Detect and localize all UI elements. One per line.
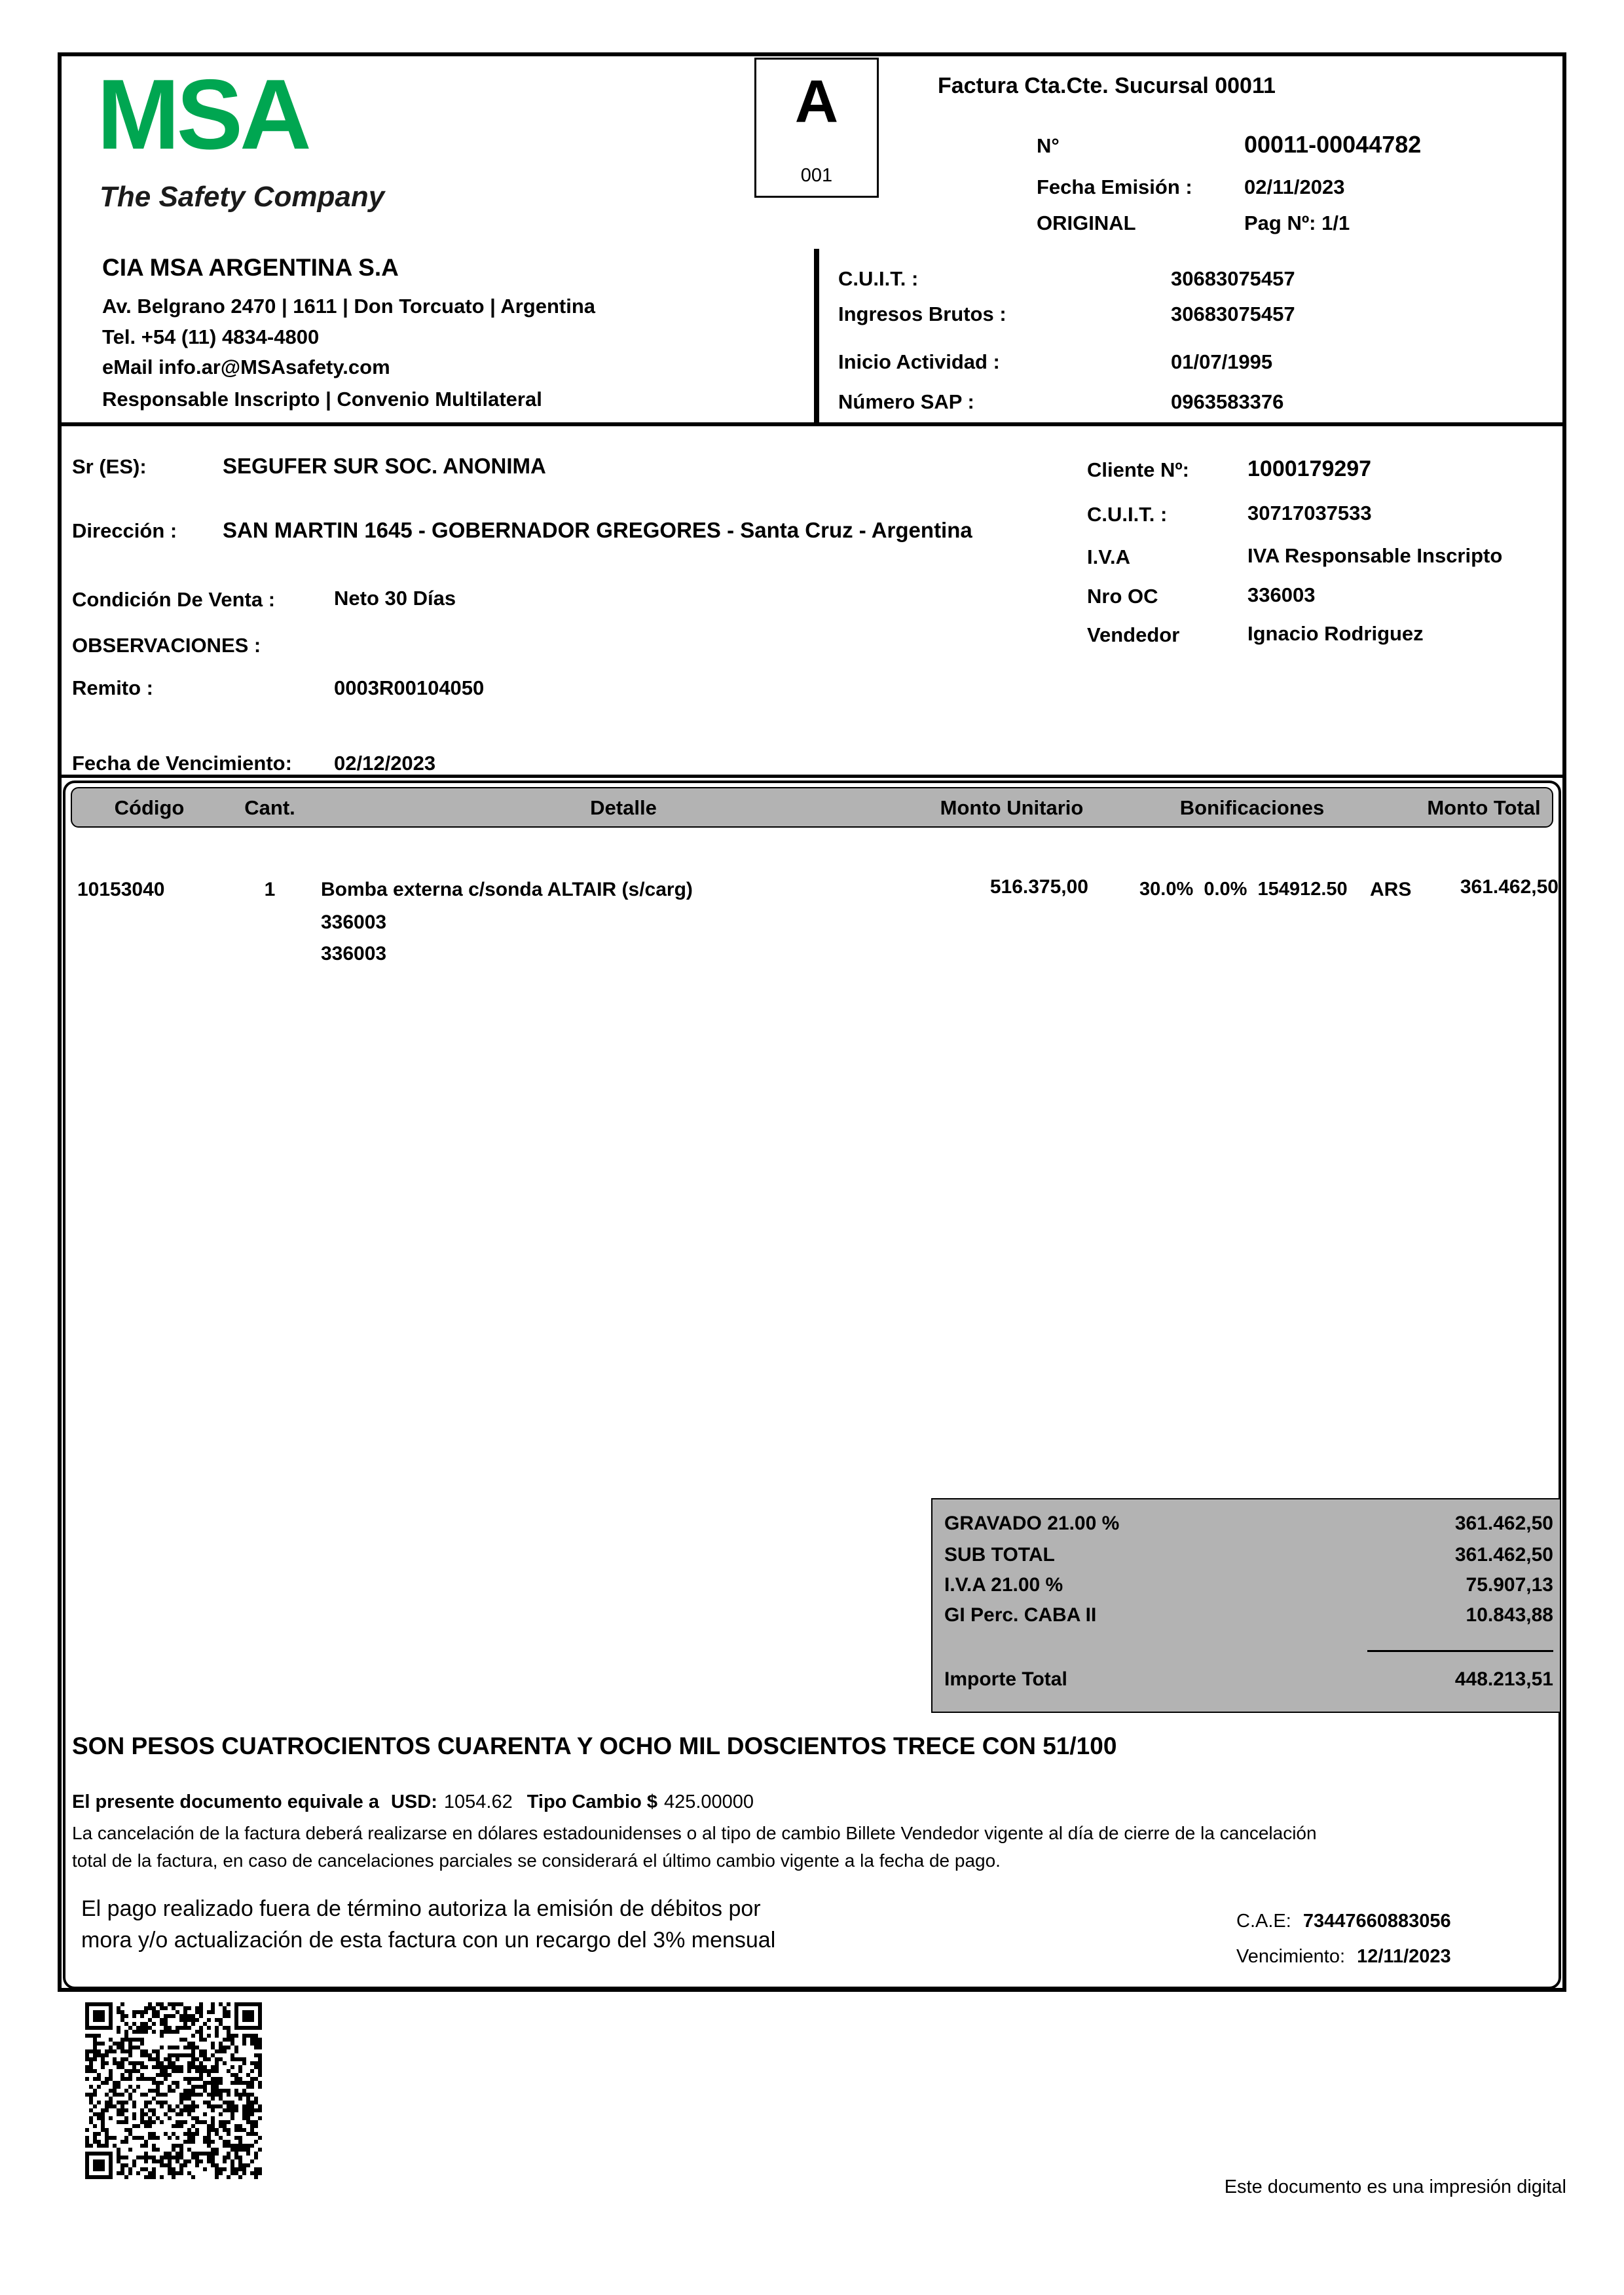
total-row-gravado-value: 361.462,50	[1454, 1513, 1553, 1534]
col-header-monto-unitario: Monto Unitario	[940, 796, 1084, 819]
total-row-iva-label: I.V.A 21.00 %	[944, 1574, 1063, 1596]
total-row-subtotal-value: 361.462,50	[1454, 1544, 1553, 1566]
observaciones-label: OBSERVACIONES :	[72, 634, 261, 657]
remito-value: 0003R00104050	[334, 676, 485, 699]
late-payment-line2: mora y/o actualización de esta factura con un recargo del 3% mensual	[81, 1928, 776, 1953]
fecha-vencimiento-value: 02/12/2023	[334, 752, 436, 775]
condicion-venta-label: Condición De Venta :	[72, 588, 276, 611]
original-label: ORIGINAL	[1037, 211, 1136, 234]
vendedor-label: Vendedor	[1087, 623, 1180, 646]
numero-sap-value: 0963583376	[1171, 390, 1284, 413]
amount-in-words: SON PESOS CUATROCIENTOS CUARENTA Y OCHO MIL DOSCIENTOS TRECE CON 51/100	[72, 1733, 1117, 1759]
qr-code	[85, 2002, 262, 2179]
invoice-letter-code: 001	[800, 165, 833, 186]
nro-oc-value: 336003	[1247, 583, 1316, 606]
cae-line	[1236, 1911, 1451, 1932]
total-row-gravado-label: GRAVADO 21.00 %	[944, 1513, 1120, 1534]
nro-oc-label: Nro OC	[1087, 585, 1158, 608]
sr-label: Sr (ES):	[72, 455, 147, 478]
item-cantidad: 1	[264, 879, 276, 900]
tipo-cambio-value: 425.00000	[663, 1791, 754, 1812]
ingresos-brutos-label: Ingresos Brutos :	[838, 303, 1006, 325]
total-row-percepcion-label: GI Perc. CABA II	[944, 1604, 1097, 1626]
header-vertical-divider	[814, 249, 819, 426]
doc-title: Factura Cta.Cte. Sucursal 00011	[938, 73, 1276, 98]
condicion-venta-value: Neto 30 Días	[334, 587, 456, 610]
col-header-bonificaciones: Bonificaciones	[1179, 796, 1325, 819]
item-monto-unitario: 516.375,00	[989, 876, 1088, 898]
invoice-letter-box	[754, 58, 879, 198]
usd-label: USD:	[390, 1791, 437, 1812]
cae-vencimiento-value: 12/11/2023	[1357, 1946, 1451, 1967]
numero-sap-label: Número SAP :	[838, 390, 974, 413]
cliente-numero-label: Cliente Nº:	[1087, 458, 1189, 481]
importe-total-label: Importe Total	[944, 1668, 1067, 1690]
col-header-cant: Cant.	[244, 796, 295, 819]
digital-print-note: Este documento es una impresión digital	[1224, 2176, 1566, 2197]
client-cuit-label: C.U.I.T. :	[1087, 503, 1168, 526]
client-name: SEGUFER SUR SOC. ANONIMA	[223, 454, 546, 478]
total-row-subtotal-label: SUB TOTAL	[944, 1544, 1055, 1566]
item-monto-total: 361.462,50	[1460, 876, 1559, 898]
client-cuit-value: 30717037533	[1247, 502, 1372, 524]
company-email: eMail info.ar@MSAsafety.com	[102, 356, 390, 378]
cliente-numero-value: 1000179297	[1247, 456, 1372, 481]
inicio-actividad-value: 01/07/1995	[1171, 350, 1273, 373]
company-cuit-value: 30683075457	[1171, 267, 1295, 290]
iva-label: I.V.A	[1087, 545, 1131, 568]
issue-date-value: 02/11/2023	[1244, 175, 1345, 198]
invoice-number-value: 00011-00044782	[1244, 131, 1422, 158]
cae-value: 73447660883056	[1302, 1911, 1451, 1932]
company-cuit-label: C.U.I.T. :	[838, 267, 919, 290]
ingresos-brutos-value: 30683075457	[1171, 303, 1295, 325]
section-divider-client	[58, 775, 1566, 778]
usd-equivalence-line	[72, 1791, 754, 1813]
cae-label: C.A.E:	[1236, 1911, 1291, 1932]
iva-value: IVA Responsable Inscripto	[1247, 544, 1503, 567]
msa-logo-tagline: The Safety Company	[100, 181, 385, 213]
legal-text-line2: total de la factura, en caso de cancelaciones parciales se considerará el último cambio vigente a la fecha de pago.	[72, 1850, 1001, 1871]
cae-vencimiento-line	[1236, 1946, 1451, 1968]
tipo-cambio-label: Tipo Cambio $	[526, 1791, 657, 1812]
item-detalle: Bomba externa c/sonda ALTAIR (s/carg)	[321, 879, 693, 900]
total-divider-line	[1367, 1650, 1553, 1652]
col-header-detalle: Detalle	[590, 796, 657, 819]
company-phone: Tel. +54 (11) 4834-4800	[102, 325, 320, 348]
issue-date-label: Fecha Emisión :	[1037, 175, 1192, 198]
qr-finder-icon	[234, 2002, 262, 2030]
msa-logo: MSA	[97, 59, 308, 170]
remito-label: Remito :	[72, 676, 153, 699]
fecha-vencimiento-label: Fecha de Vencimiento:	[72, 752, 292, 775]
total-row-iva-value: 75.907,13	[1466, 1574, 1553, 1596]
col-header-codigo: Código	[114, 796, 185, 819]
qr-finder-icon	[85, 2002, 113, 2030]
section-divider-header	[58, 422, 1566, 426]
inicio-actividad-label: Inicio Actividad :	[838, 350, 1000, 373]
item-detalle-line2: 336003	[321, 911, 387, 933]
total-row-percepcion-value: 10.843,88	[1466, 1604, 1553, 1626]
invoice-letter: A	[794, 68, 839, 135]
client-address: SAN MARTIN 1645 - GOBERNADOR GREGORES - Santa Cruz - Argentina	[223, 518, 972, 542]
vendedor-value: Ignacio Rodriguez	[1247, 622, 1424, 645]
company-tax-status: Responsable Inscripto | Convenio Multilateral	[102, 388, 542, 411]
company-address: Av. Belgrano 2470 | 1611 | Don Torcuato | Argentina	[102, 295, 595, 318]
item-codigo: 10153040	[77, 879, 165, 900]
col-header-monto-total: Monto Total	[1427, 796, 1541, 819]
importe-total-value: 448.213,51	[1454, 1668, 1553, 1690]
invoice-number-label: N°	[1037, 134, 1060, 157]
item-bonificaciones: 30.0% 0.0% 154912.50	[1139, 879, 1348, 900]
late-payment-line1: El pago realizado fuera de término autoriza la emisión de débitos por	[81, 1896, 761, 1921]
company-name: CIA MSA ARGENTINA S.A	[102, 254, 399, 281]
page-number: Pag Nº: 1/1	[1244, 211, 1350, 234]
direccion-label: Dirección :	[72, 519, 177, 542]
legal-text-line1: La cancelación de la factura deberá realizarse en dólares estadounidenses o al tipo de cambio Billete Vendedor vigente al día de cierre de la cancelación	[72, 1823, 1317, 1843]
equivalence-prefix: El presente documento equivale a	[72, 1791, 379, 1812]
qr-finder-icon	[85, 2152, 113, 2179]
usd-value: 1054.62	[443, 1791, 513, 1812]
item-detalle-line3: 336003	[321, 943, 387, 964]
item-currency: ARS	[1370, 879, 1412, 900]
cae-vencimiento-label: Vencimiento:	[1236, 1946, 1346, 1967]
